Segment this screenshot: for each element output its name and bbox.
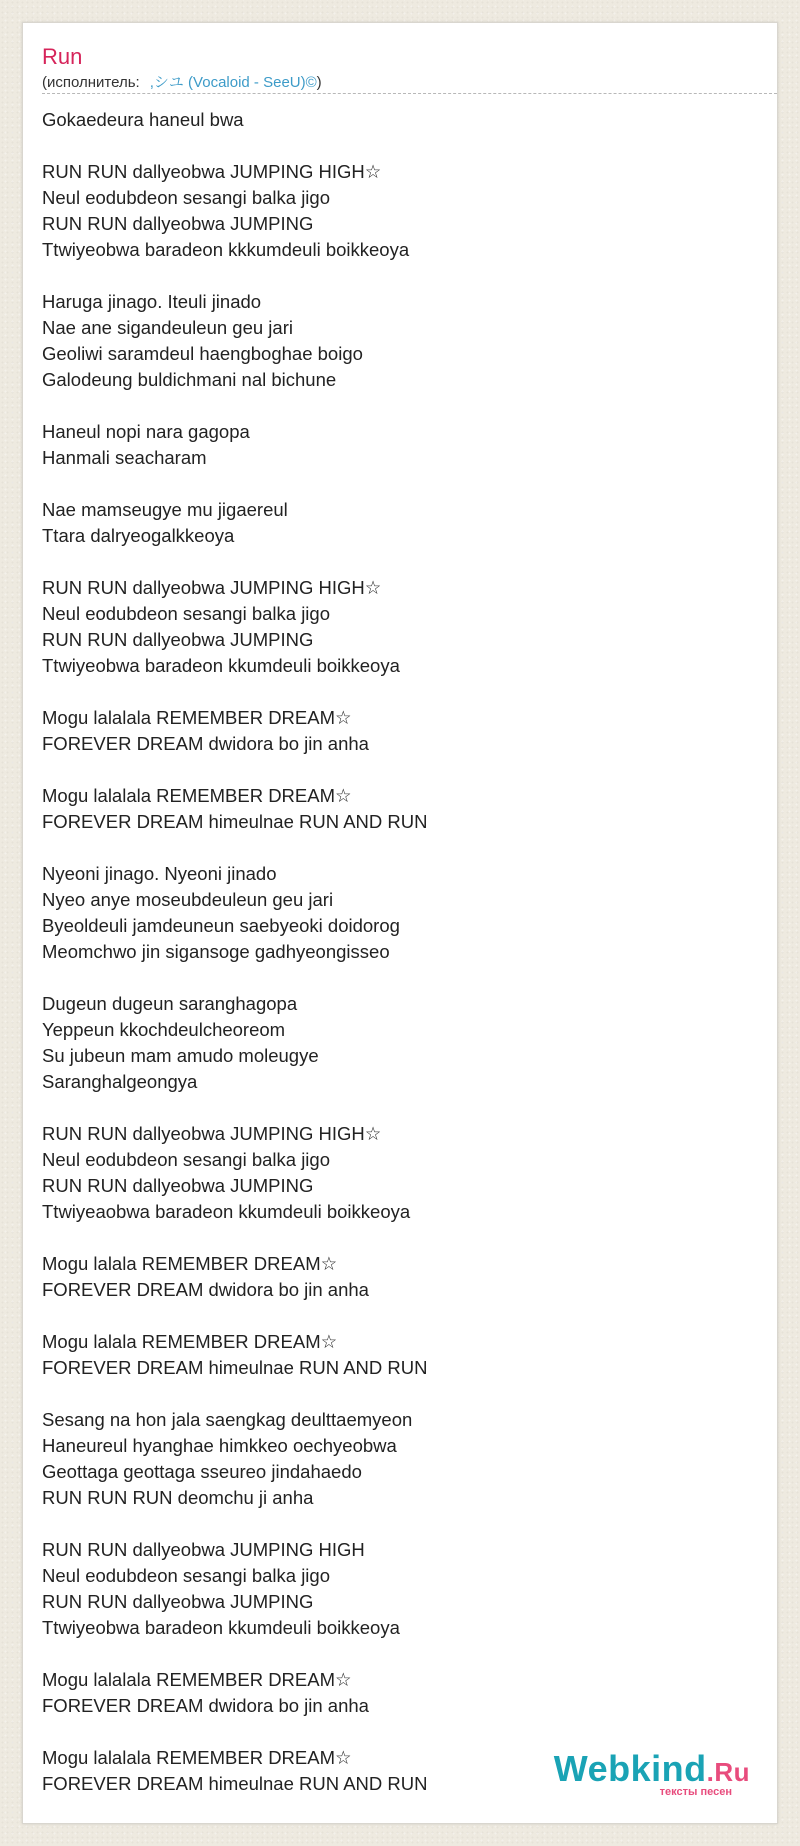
lyric-line: RUN RUN dallyeobwa JUMPING HIGH☆ (42, 577, 382, 598)
lyrics-stanza (42, 991, 742, 1095)
lyric-line: Nyeoni jinago. Nyeoni jinado (42, 863, 277, 884)
lyrics-stanza (42, 419, 742, 471)
lyric-line: Galodeung buldichmani nal bichune (42, 369, 337, 390)
lyric-line: Dugeun dugeun saranghagopa (42, 993, 298, 1014)
header-divider (42, 93, 777, 94)
logo-tagline: тексты песен (659, 1786, 732, 1798)
lyric-line: RUN RUN dallyeobwa JUMPING (42, 1175, 314, 1196)
lyric-line: Yeppeun kkochdeulcheoreom (42, 1019, 286, 1040)
lyric-line: Nyeo anye moseubdeuleun geu jari (42, 889, 334, 910)
lyrics-stanza (42, 705, 742, 757)
lyric-line: Mogu lalala REMEMBER DREAM☆ (42, 1253, 338, 1274)
lyric-line: Byeoldeuli jamdeuneun saebyeoki doidorog (42, 915, 400, 936)
lyrics-stanza (42, 289, 742, 393)
lyric-line: RUN RUN dallyeobwa JUMPING (42, 213, 314, 234)
lyric-line: Sesang na hon jala saengkag deulttaemyeon (42, 1409, 413, 1430)
lyric-line: Ttwiyeaobwa baradeon kkumdeuli boikkeoya (42, 1201, 411, 1222)
artist-line (42, 74, 322, 92)
lyric-line: Haruga jinago. Iteuli jinado (42, 291, 262, 312)
lyrics-stanza (42, 107, 742, 133)
lyrics-stanza (42, 1537, 742, 1641)
lyric-line: Nae ane sigandeuleun geu jari (42, 317, 293, 338)
webkind-logo (553, 1748, 750, 1801)
logo-main-text: Webkind (553, 1748, 707, 1789)
lyric-line: Mogu lalalala REMEMBER DREAM☆ (42, 1669, 352, 1690)
lyric-line: Neul eodubdeon sesangi balka jigo (42, 603, 330, 624)
lyric-line: Neul eodubdeon sesangi balka jigo (42, 1565, 330, 1586)
lyric-line: Gokaedeura haneul bwa (42, 109, 244, 130)
lyrics-stanza (42, 497, 742, 549)
lyric-line: FOREVER DREAM himeulnae RUN AND RUN (42, 811, 428, 832)
lyrics-stanza (42, 575, 742, 679)
lyric-line: RUN RUN dallyeobwa JUMPING HIGH☆ (42, 161, 382, 182)
lyric-line: FOREVER DREAM dwidora bo jin anha (42, 1695, 369, 1716)
lyric-line: Nae mamseugye mu jigaereul (42, 499, 288, 520)
lyric-line: FOREVER DREAM himeulnae RUN AND RUN (42, 1357, 428, 1378)
artist-suffix: ) (316, 74, 322, 91)
artist-prefix: (исполнитель: (42, 74, 140, 91)
lyric-line: Geoliwi saramdeul haengboghae boigo (42, 343, 363, 364)
lyric-line: Su jubeun mam amudo moleugye (42, 1045, 319, 1066)
lyrics-stanza (42, 861, 742, 965)
artist-link[interactable]: ,シユ (Vocaloid - SeeU)© (149, 74, 317, 91)
lyric-line: Mogu lalalala REMEMBER DREAM☆ (42, 707, 352, 728)
lyric-line: Mogu lalalala REMEMBER DREAM☆ (42, 1747, 352, 1768)
lyric-line: FOREVER DREAM himeulnae RUN AND RUN (42, 1773, 428, 1794)
lyric-line: RUN RUN RUN deomchu ji anha (42, 1487, 314, 1508)
lyrics-body (42, 107, 742, 1797)
lyric-line: Haneul nopi nara gagopa (42, 421, 250, 442)
lyric-line: Hanmali seacharam (42, 447, 207, 468)
lyrics-stanza (42, 1329, 742, 1381)
lyric-line: Ttara dalryeogalkkeoya (42, 525, 235, 546)
lyric-line: RUN RUN dallyeobwa JUMPING (42, 1591, 314, 1612)
lyrics-card (22, 22, 778, 1824)
song-title: Run (42, 44, 83, 69)
lyrics-stanza (42, 1251, 742, 1303)
lyric-line: FOREVER DREAM dwidora bo jin anha (42, 1279, 369, 1300)
lyric-line: Mogu lalalala REMEMBER DREAM☆ (42, 785, 352, 806)
lyrics-stanza (42, 783, 742, 835)
lyric-line: Geottaga geottaga sseureo jindahaedo (42, 1461, 362, 1482)
lyric-line: Neul eodubdeon sesangi balka jigo (42, 1149, 330, 1170)
lyric-line: Ttwiyeobwa baradeon kkumdeuli boikkeoya (42, 1617, 400, 1638)
logo-domain-text: .Ru (706, 1757, 750, 1787)
lyric-line: RUN RUN dallyeobwa JUMPING (42, 629, 314, 650)
lyrics-stanza (42, 159, 742, 263)
lyrics-stanza (42, 1667, 742, 1719)
lyric-line: Haneureul hyanghae himkkeo oechyeobwa (42, 1435, 397, 1456)
lyric-line: Mogu lalala REMEMBER DREAM☆ (42, 1331, 338, 1352)
lyric-line: Saranghalgeongya (42, 1071, 198, 1092)
lyric-line: RUN RUN dallyeobwa JUMPING HIGH (42, 1539, 365, 1560)
lyric-line: FOREVER DREAM dwidora bo jin anha (42, 733, 369, 754)
lyrics-stanza (42, 1121, 742, 1225)
lyric-line: Meomchwo jin sigansoge gadhyeongisseo (42, 941, 390, 962)
lyric-line: Ttwiyeobwa baradeon kkumdeuli boikkeoya (42, 655, 400, 676)
lyric-line: RUN RUN dallyeobwa JUMPING HIGH☆ (42, 1123, 382, 1144)
lyric-line: Ttwiyeobwa baradeon kkkumdeuli boikkeoya (42, 239, 410, 260)
lyrics-stanza (42, 1407, 742, 1511)
lyric-line: Neul eodubdeon sesangi balka jigo (42, 187, 330, 208)
